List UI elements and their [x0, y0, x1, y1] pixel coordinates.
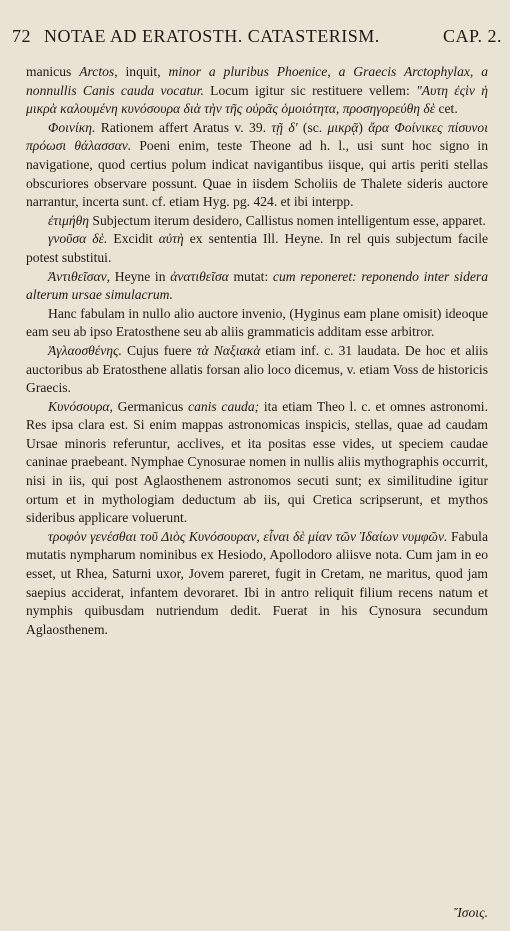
greek-text: ἄρα Φοίνικες πίσυνοι πρόωσι θάλασσαν. — [26, 119, 489, 154]
italic-text: canis cauda; — [188, 398, 260, 414]
text-run: Heyne in — [110, 268, 171, 284]
greek-text: Κυνόσουρα, — [48, 398, 113, 414]
text-run: Cujus fuere — [121, 342, 197, 358]
greek-text: ἀνατιθεῖσα — [170, 268, 229, 284]
text-run: , inquit, — [114, 64, 169, 79]
greek-text: μικρᾷ — [327, 119, 359, 135]
paragraph-p3 — [26, 212, 488, 231]
italic-text: Arctos — [79, 64, 115, 79]
paragraph-p2 — [26, 119, 488, 212]
text-run: cet. — [435, 101, 458, 117]
catchword: Ἴσοις. — [453, 905, 488, 920]
text-run: (sc. — [297, 119, 328, 135]
greek-text: Φοινίκη. — [48, 119, 96, 135]
greek-text: "Αυτη ἐςὶν ἡ μικρὰ καλουμένη κυνόσουρα διὰ τὴν τῆς οὐρᾶς ὁμοιότητα, προσηγορεύθη δὲ — [26, 82, 488, 117]
page-body — [26, 63, 488, 639]
greek-text: τῇ δ' — [271, 119, 298, 135]
paragraph-p7 — [26, 342, 488, 398]
text-run: manicus — [26, 64, 80, 79]
text-run: Germanicus — [112, 398, 189, 414]
page-number: 72 — [12, 26, 31, 46]
greek-text: Ἀντιθεῖσαν, — [48, 268, 111, 284]
paragraph-p1 — [26, 63, 488, 119]
text-run: Excidit — [107, 231, 159, 247]
greek-text: ἐτιμήθη — [48, 212, 89, 228]
running-title: NOTAE AD ERATOSTH. CATASTERISM. — [44, 26, 380, 46]
chapter-label: CAP. 2. — [442, 26, 502, 46]
text-run: Rationem affert Aratus v. 39. — [95, 119, 272, 135]
text-run: etiam inf. c. 31 laudata. De hoc et aliis auctoribus ab Eratosthene allatis forsan alio loco dicemus, v. etiam Voss de historicis Graecis. — [26, 342, 488, 396]
paragraph-p4 — [26, 230, 488, 267]
greek-text: αὐτὴ — [158, 231, 184, 247]
greek-text: τροφὸν γενέσθαι τοῦ Διὸς Κυνόσουραν, εἶναι δὲ μίαν τῶν Ἰδαίων νυμφῶν. — [48, 528, 448, 544]
text-run: Hanc fabulam in nullo alio auctore invenio, (Hyginus eam plane omisit) ideoque eam seu ab ipso Eratosthene seu ab aliis grammaticis additam esse arbitror. — [26, 305, 488, 340]
greek-text: γνοῦσα δὲ. — [48, 231, 108, 247]
italic-text: cum reponeret: reponendo inter sidera alterum ursae simulacrum. — [26, 268, 488, 303]
text-run: ) — [358, 119, 369, 135]
text-run: ex sententia Ill. Heyne. In rel quis subjectum facile potest substitui. — [26, 231, 488, 265]
text-run: Subjectum iterum desidero, Callistus nomen intelligentum esse, apparet. — [89, 212, 486, 228]
paragraph-p9 — [26, 528, 488, 640]
paragraph-p8 — [26, 398, 488, 528]
text-run: Locum igitur sic restituere vellem: — [203, 82, 417, 98]
italic-text: minor a pluribus Phoenice, a Graecis Arctophylax, a nonnullis Canis cauda vocatur. — [26, 64, 488, 98]
paragraph-p6 — [26, 305, 488, 342]
paragraph-p5 — [26, 268, 488, 305]
greek-text: Ἀγλαοσθένης. — [48, 342, 122, 358]
text-run: Poeni enim, teste Theone ad h. l., usi sunt hoc signo in navigatione, quod certius polum indicat navigantibus iisque, qui artis periti stellas obscuriores observare possunt. Quae in iisdem Scholiis de Thalete sideris auctore narrantur, incerta sunt. cf. etiam Hyg. pg. 424. et ibi interpp. — [26, 138, 488, 210]
running-header — [12, 26, 502, 47]
greek-text: τὰ Ναξιακὰ — [196, 342, 261, 358]
text-run: mutat: — [228, 268, 273, 284]
text-run: Fabula mutatis nympharum nominibus ex Hesiodo, Apollodoro aliisve nota. Cum jam in eo esset, ut Rhea, Saturni uxor, Jovem pareret, fugit in Cretam, ne maritus, quod jam saepius acciderat, infantem devoraret. Ibi in antro reliquit filium recens natum et nymphis quibusdam nutriendum dedit. Fuerat in his Cynosura secundum Aglaosthenem. — [26, 528, 488, 637]
text-run: ita etiam Theo l. c. et omnes astronomi. Res ipsa clara est. Si enim mappas astronomicas inspicis, stellas, quae ad caudam Ursae minoris referuntur, acclives, et ita positas esse vides, ut speciem caudae caninae praebeant. Nymphae Cynosurae nomen in nullis aliis mythographis occurrit, nisi in iis, qui post Aglaosthenem astronomos secuti sunt; ex similitudine igitur ortum et in mythologiam deductum ab iis, qui Cretica scripserunt, et mythos sideribus applicare voluerunt. — [26, 398, 488, 526]
